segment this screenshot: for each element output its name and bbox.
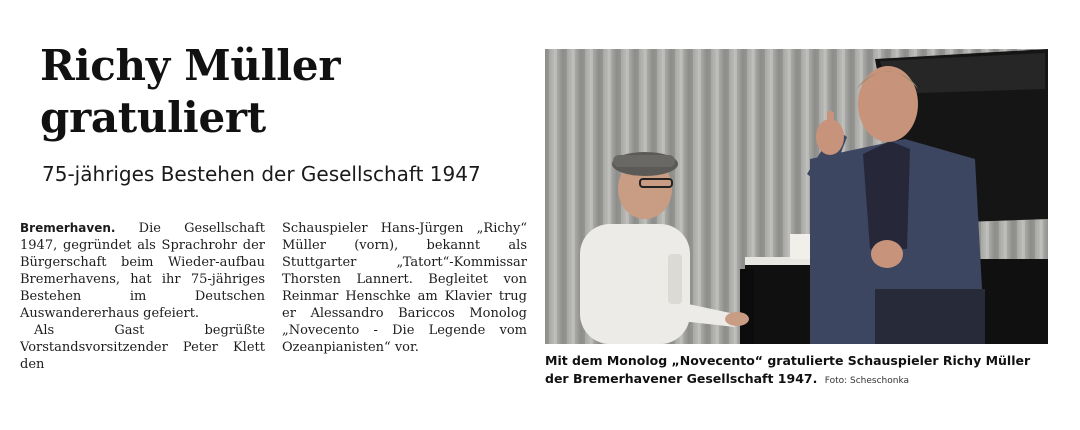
paragraph-1-text: Die Gesellschaft 1947, gegründet als Sprachrohr der Bürgerschaft beim Wieder-aufbau Bremerhavens, hat ihr 75-jähriges Bestehen im Deutschen Auswandererhaus gefeiert. [20, 221, 265, 321]
article-photo [545, 49, 1048, 344]
paragraph-2: Als Gast begrüßte Vorstandsvorsitzender Peter Klett den [20, 323, 265, 372]
headline-line-2: gratuliert [40, 93, 266, 142]
article-column-1 [20, 220, 265, 373]
headline-line-1: Richy Müller [40, 41, 341, 90]
article-column-2 [282, 220, 527, 356]
paragraph-1 [20, 220, 265, 322]
photo-credit: Foto: Scheschonka [824, 376, 910, 386]
photo-caption [545, 352, 1055, 390]
article-headline [40, 40, 510, 144]
dateline: Bremerhaven. [20, 221, 116, 235]
caption-text: Mit dem Monolog „Novecento“ gratulierte Schauspieler Richy Müller der Bremerhavener Gesellschaft 1947. [545, 353, 1031, 386]
article-subheadline: 75-jähriges Bestehen der Gesellschaft 1947 [42, 162, 481, 186]
photo-illustration [545, 49, 1048, 344]
paragraph-3: Schauspieler Hans-Jürgen „Richy“ Müller (vorn), bekannt als Stuttgarter „Tatort“-Kommissar Thorsten Lannert. Begleitet von Reinmar Henschke am Klavier trug er Alessandro Bariccos Monolog „Novecento - Die Legende vom Ozeanpianisten“ vor. [282, 221, 527, 355]
water-bottle [668, 254, 682, 304]
